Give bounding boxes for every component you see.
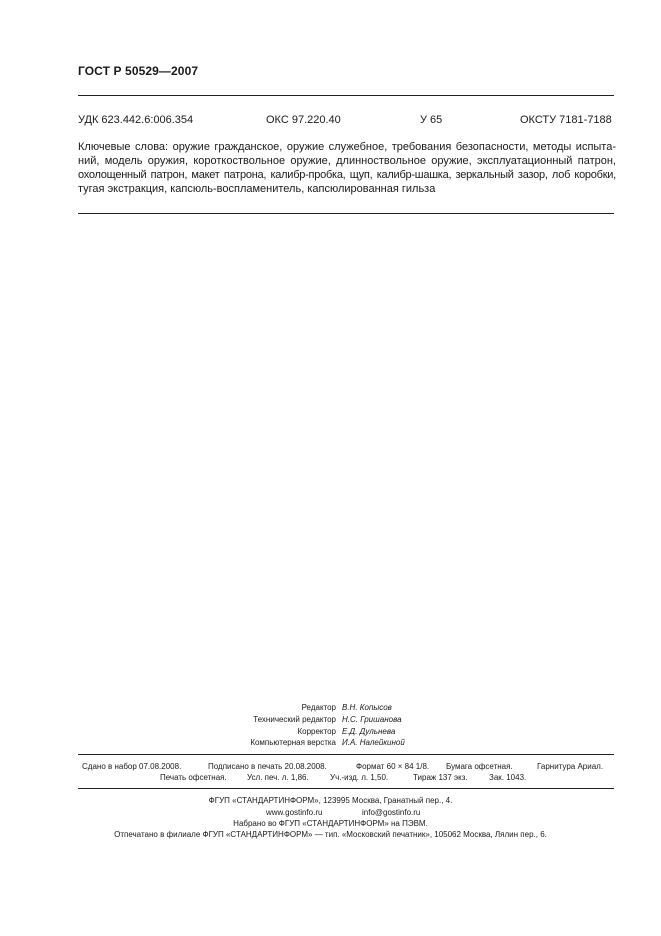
credit-name: Е.Д. Дульнева xyxy=(342,727,396,736)
credit-role: Технический редактор xyxy=(253,715,336,724)
keywords-divider xyxy=(78,213,614,214)
publisher-website: www.gostinfo.ru xyxy=(266,808,323,817)
keywords-line: тугая экстракция, капсюль-воспламенитель, капсюлированная гильза xyxy=(78,183,436,195)
document-header: ГОСТ Р 50529—2007 xyxy=(78,64,199,78)
publisher-printed: Отпечатано в филиале ФГУП «СТАНДАРТИНФОРМ» — тип. «Московский печатник», 105062 Москва, Лялин пер., 6. xyxy=(114,830,547,839)
credit-name: Н.С. Гришанова xyxy=(342,715,402,724)
print-sent: Сдано в набор 07.08.2008. xyxy=(82,762,182,771)
credit-name: В.Н. Копысов xyxy=(342,703,392,712)
print-run: Тираж 137 экз. xyxy=(413,773,468,782)
credit-role: Корректор xyxy=(297,727,336,736)
print-type: Печать офсетная. xyxy=(160,773,227,782)
header-divider xyxy=(78,95,614,96)
u-code: У 65 xyxy=(420,114,443,126)
print-font: Гарнитура Ариал. xyxy=(537,762,604,771)
keywords-line: Ключевые слова: оружие гражданское, оружие служебное, требования безопасности, методы испыта- xyxy=(78,141,616,153)
publisher-email: info@gostinfo.ru xyxy=(362,808,421,817)
udk-code: УДК 623.442.6:006.354 xyxy=(78,114,194,126)
print-signed: Подписано в печать 20.08.2008. xyxy=(208,762,327,771)
print-format: Формат 60 × 84 1/8. xyxy=(356,762,430,771)
oks-code: ОКС 97.220.40 xyxy=(266,114,341,126)
credit-editor xyxy=(200,703,650,712)
print-order: Зак. 1043. xyxy=(489,773,527,782)
print-paper: Бумага офсетная. xyxy=(446,762,513,771)
credits-divider xyxy=(78,754,614,755)
credit-corrector xyxy=(200,727,650,736)
keywords-line: охолощенный патрон, макет патрона, калибр-пробка, щуп, калибр-шашка, зеркальный зазор, лоб коробки, xyxy=(78,169,616,181)
print-sheets: Усл. печ. л. 1,86. xyxy=(247,773,309,782)
print-divider xyxy=(78,788,614,789)
credit-layout xyxy=(200,738,650,747)
keywords-paragraph xyxy=(78,140,616,196)
credit-role: Компьютерная верстка xyxy=(250,738,336,747)
credit-name: И.А. Налейкиной xyxy=(342,738,405,747)
publisher-address: ФГУП «СТАНДАРТИНФОРМ», 123995 Москва, Гранатный пер., 4. xyxy=(208,796,453,805)
keywords-line: ний, модель оружия, короткоствольное оружие, длинноствольное оружие, эксплуатационный патрон, xyxy=(78,155,616,167)
publisher-typeset: Набрано во ФГУП «СТАНДАРТИНФОРМ» на ПЭВМ. xyxy=(233,819,428,828)
credit-role: Редактор xyxy=(301,703,336,712)
credit-tech-editor xyxy=(200,715,650,724)
print-edsheets: Уч.-изд. л. 1,50. xyxy=(330,773,389,782)
okstu-code: ОКСТУ 7181-7188 xyxy=(520,114,612,126)
